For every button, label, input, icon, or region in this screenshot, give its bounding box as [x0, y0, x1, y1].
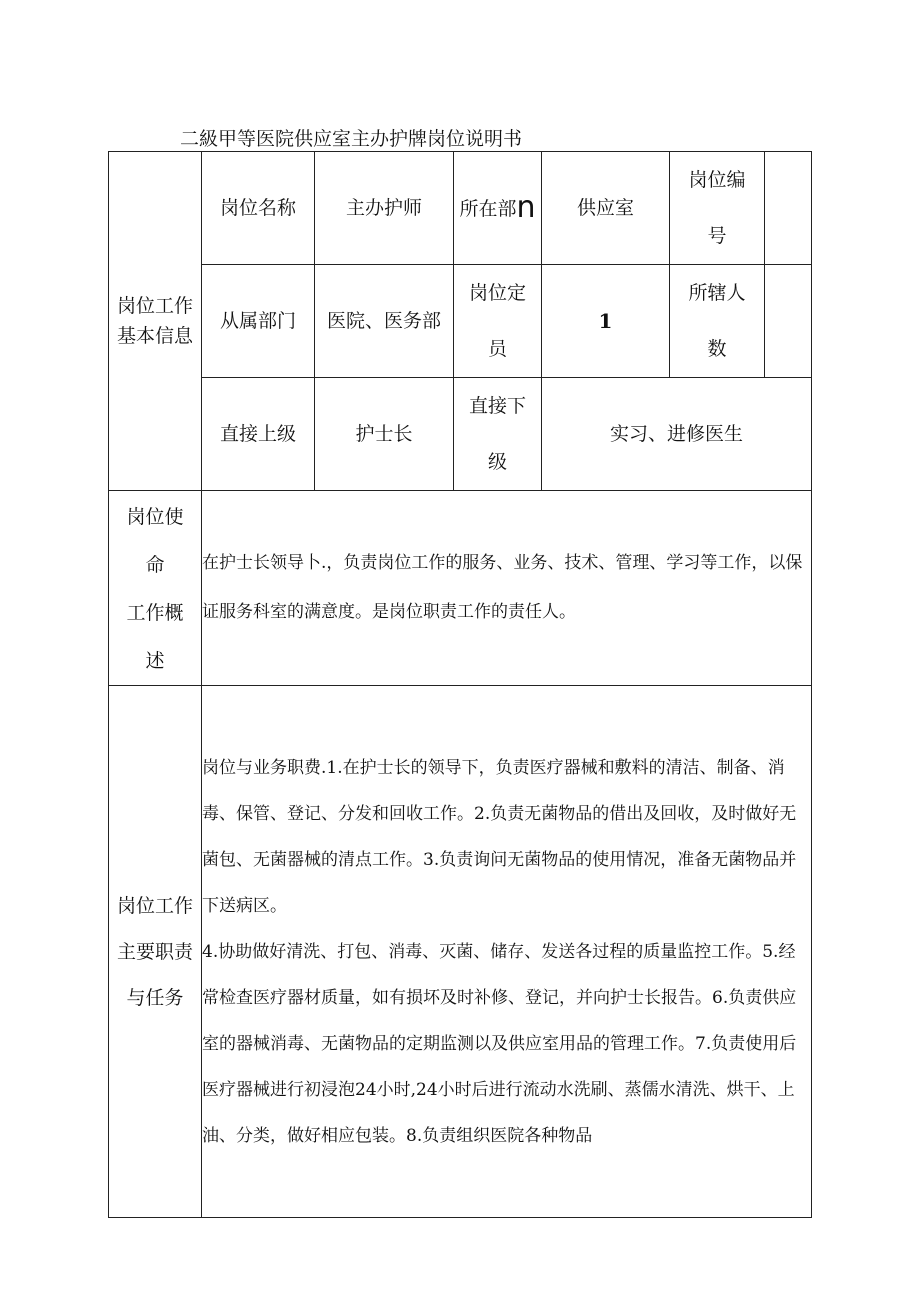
document-title: 二級甲等医院供应室主办护牌岗位说明书: [180, 128, 523, 150]
position-code-label-line2: 号: [707, 225, 727, 247]
supervisor-label: 直接上级: [202, 378, 315, 491]
staffing-label: [454, 265, 542, 378]
mission-section-label: [109, 491, 202, 686]
subordinates-label-line2: 数: [707, 338, 727, 360]
basic-info-label-line1: 岗位工作: [116, 295, 193, 317]
subordinates-label: [670, 265, 765, 378]
mission-label-line3: 工作概: [126, 602, 184, 624]
mission-label-line2: 命: [145, 554, 165, 576]
duties-paragraph-1: 岗位与业务职费.1.在护士长的领导下，负责医疗器械和敷料的清洁、制备、消毒、保管、登记、分发和回收工作。2.负责无菌物品的借出及回收，及时做好无菌包、无菌器械的清点工作。3.负责询问无菌物品的使用情况，准备无菌物品并下送病区。: [202, 757, 797, 916]
position-name-value: 主办护师: [315, 152, 454, 265]
direct-reports-value: 实习、进修医生: [542, 378, 812, 491]
department-label-glyph: n: [516, 189, 536, 225]
position-name-label: 岗位名称: [202, 152, 315, 265]
duties-label-line1: 岗位工作: [116, 894, 193, 917]
subordinates-label-line1: 所辖人: [688, 282, 746, 304]
direct-reports-label-line1: 直接下: [468, 395, 526, 417]
duties-label-line3: 与任务: [126, 986, 184, 1009]
staffing-value: 1: [542, 265, 670, 378]
basic-info-label-line2: 基本信息: [116, 325, 193, 347]
duties-section-label: [109, 686, 202, 1218]
affiliated-dept-label: 从属部门: [202, 265, 315, 378]
affiliated-dept-value: 医院、医务部: [315, 265, 454, 378]
duties-paragraph-2: 4.协助做好清洗、打包、消毒、灭菌、储存、发送各过程的质量监控工作。5.经常检查医疗器材质量，如有损坏及时补修、登记，并向护士长报告。6.负责供应室的器械消毒、无菌物品的定期监测以及供应室用品的管理工作。7.负责使用后医疗器械进行初浸泡24小时,24小时后进行流动水洗刷、蒸儒水清洗、烘干、上油、分类，做好相应包装。8.负责组织医院各种物品: [202, 941, 797, 1146]
staffing-label-line1: 岗位定: [468, 282, 526, 304]
direct-reports-label-line2: 级: [487, 451, 507, 473]
position-code-label: [670, 152, 765, 265]
staffing-label-line2: 员: [487, 338, 507, 360]
subordinates-value: [765, 265, 812, 378]
position-code-label-line1: 岗位编: [688, 169, 746, 191]
basic-info-section-label: [109, 152, 202, 491]
department-label: [454, 152, 542, 265]
mission-label-line1: 岗位使: [126, 506, 184, 528]
mission-label-line4: 述: [145, 650, 165, 672]
direct-reports-label: [454, 378, 542, 491]
job-description-table: [108, 151, 812, 1218]
department-label-text: 所在部: [459, 197, 517, 220]
duties-label-line2: 主要职责: [116, 940, 193, 963]
supervisor-value: 护士长: [315, 378, 454, 491]
duties-text: [202, 686, 812, 1218]
department-value: 供应室: [542, 152, 670, 265]
mission-text: 在护士长领导卜.，负责岗位工作的服务、业务、技术、管理、学习等工作，以保证服务科室的满意度。是岗位职责工作的责任人。: [202, 491, 812, 686]
position-code-value: [765, 152, 812, 265]
